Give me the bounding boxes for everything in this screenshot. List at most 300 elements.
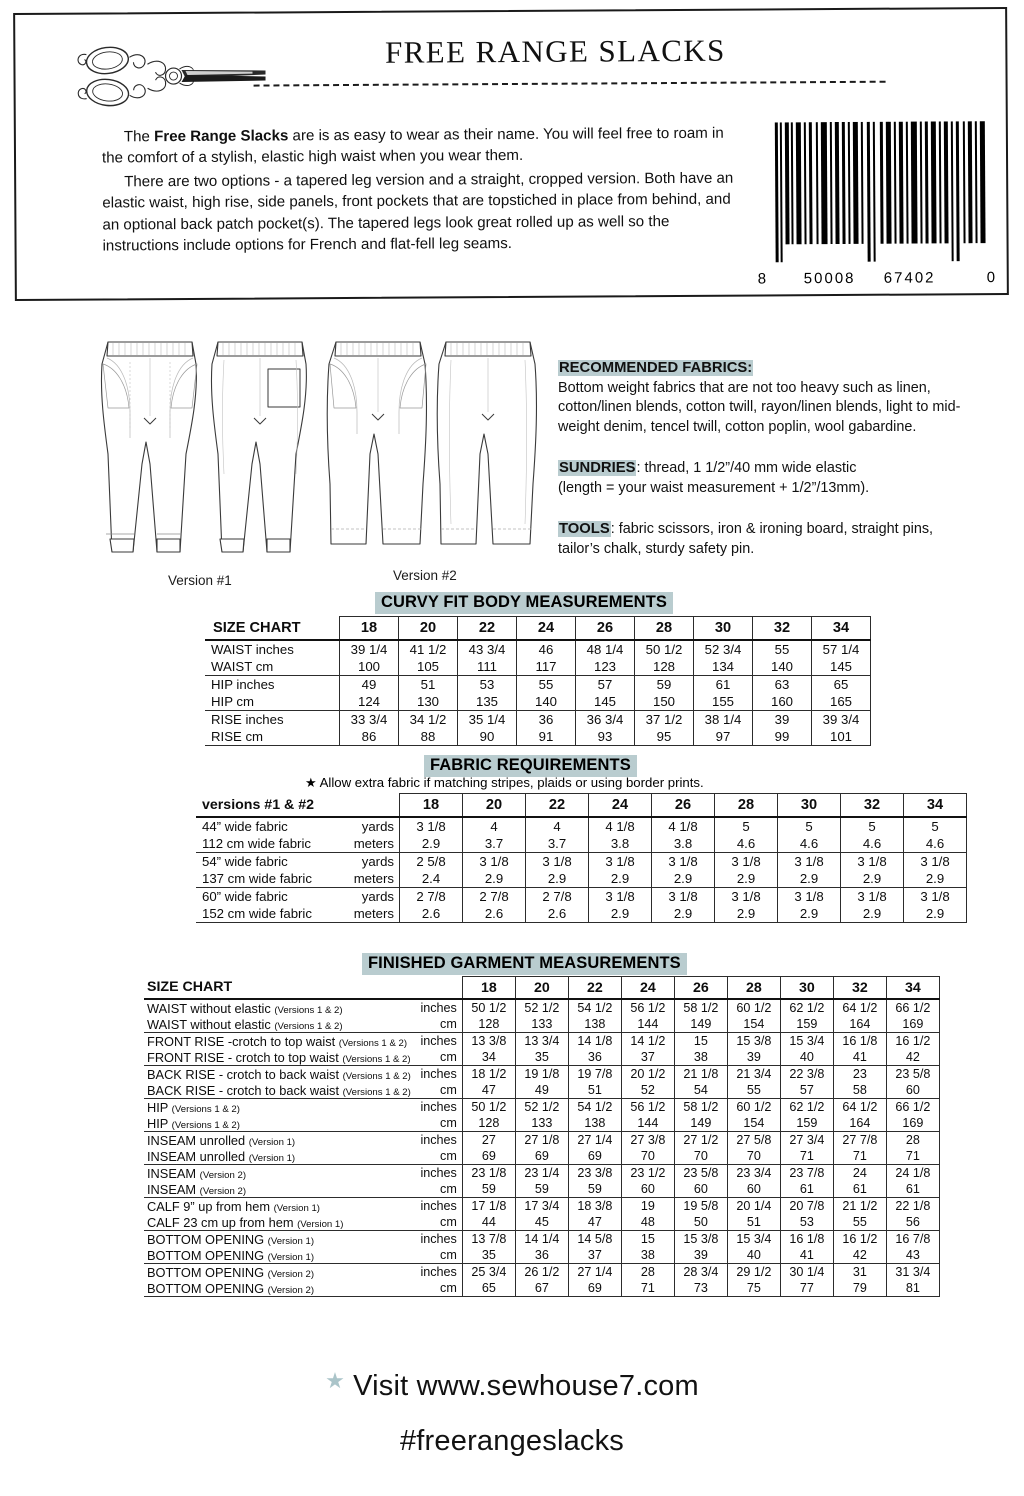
table-cell: 169: [886, 1016, 939, 1033]
body-measurements-table: [205, 616, 871, 746]
row-label: INSEAM (Version 2): [144, 1181, 411, 1198]
table-cell: 138: [568, 1115, 621, 1132]
ornate-scissors-icon: [67, 39, 267, 118]
column-header-size: 26: [576, 617, 635, 641]
table-row: [144, 1231, 939, 1248]
table-cell: 39 1/4: [340, 640, 399, 658]
table-cell: 69: [462, 1148, 515, 1165]
table-cell: 62 1/2: [780, 999, 833, 1016]
row-label-note: (Version 1): [273, 1202, 320, 1214]
table-row: [144, 1148, 939, 1165]
table-cell: 27: [462, 1132, 515, 1149]
fabric-requirements-table: [196, 793, 967, 923]
table-cell: 144: [621, 1016, 674, 1033]
table-cell: 5: [778, 817, 841, 835]
table-cell: 20 1/4: [727, 1198, 780, 1215]
table-cell: 58 1/2: [674, 999, 727, 1016]
table-row: [144, 1016, 939, 1033]
row-unit: inches: [420, 1199, 457, 1213]
table-cell: 27 3/4: [780, 1132, 833, 1149]
table-cell: 59: [515, 1181, 568, 1198]
table-cell: 123: [576, 658, 635, 676]
table-cell: 55: [517, 676, 576, 694]
table-row: [144, 1066, 939, 1083]
table-cell: 3 1/8: [652, 888, 715, 906]
table-cell: 52 1/2: [515, 1099, 568, 1116]
table-cell: 23 1/2: [621, 1165, 674, 1182]
table-row: [144, 1214, 939, 1231]
column-header-size: 32: [841, 794, 904, 818]
table-cell: 64 1/2: [833, 999, 886, 1016]
row-label: WAIST inches: [211, 642, 294, 657]
table-cell: 23: [833, 1066, 886, 1083]
table-cell: 2 7/8: [526, 888, 589, 906]
row-unit: inches: [420, 1001, 457, 1015]
table-cell: 19: [621, 1198, 674, 1215]
table-cell: 57: [780, 1082, 833, 1099]
table-row: [205, 693, 871, 711]
table-cell: 17 1/8: [462, 1198, 515, 1215]
row-label-note: (Versions 1 & 2): [338, 1037, 408, 1049]
table-row: [144, 1198, 939, 1215]
table-row: [144, 1247, 939, 1264]
table-cell: 60 1/2: [727, 1099, 780, 1116]
table-cell: 3.7: [463, 835, 526, 853]
table-cell: 5: [904, 817, 967, 835]
table-cell: 14 5/8: [568, 1231, 621, 1248]
description-paragraph-2: There are two options - a tapered leg version and a straight, cropped version. Both have an elastic waist, high rise, side panels, front pockets that are topstiched in place from behind, and an optional back patch pocket(s). The tapered legs look great rolled up as well so the instructions include options for French and flat-fell leg seams.: [102, 169, 734, 255]
table-cell: 53: [458, 676, 517, 694]
row-unit: yards: [361, 889, 394, 904]
row-label-note: (Version 1): [267, 1251, 315, 1263]
sundries-body: thread, 1 1/2”/40 mm wide elastic: [640, 459, 857, 476]
table-cell: 56: [886, 1214, 939, 1231]
table-cell: 21 1/8: [674, 1066, 727, 1083]
table-cell: 63: [753, 676, 812, 694]
table-cell: 165: [812, 693, 871, 711]
table-cell: 36: [568, 1049, 621, 1066]
table-cell: 46: [517, 640, 576, 658]
row-unit: cm: [411, 1016, 463, 1033]
table-cell: 35: [462, 1247, 515, 1264]
star-icon: ★: [325, 1368, 346, 1393]
table-cell: 2 7/8: [463, 888, 526, 906]
table-cell: 15 3/4: [780, 1033, 833, 1050]
table-cell: 21 1/2: [833, 1198, 886, 1215]
table-row: [144, 1165, 939, 1182]
table-cell: 49: [340, 676, 399, 694]
table-cell: 47: [462, 1082, 515, 1099]
table-cell: 37: [621, 1049, 674, 1066]
table-cell: 5: [841, 817, 904, 835]
table-cell: 47: [568, 1214, 621, 1231]
table-cell: 3 1/8: [400, 817, 463, 835]
row-label: BACK RISE - crotch to back waist (Versions 1 & 2): [147, 1066, 411, 1082]
table-cell: 48: [621, 1214, 674, 1231]
table-row: [196, 888, 967, 906]
table-row: [205, 728, 871, 746]
table-cell: 62 1/2: [780, 1099, 833, 1116]
table-row: [144, 1049, 939, 1066]
row-label-note: (Versions 1 & 2): [171, 1119, 240, 1131]
row-label: CALF 23 cm up from hem (Version 1): [144, 1214, 411, 1231]
table-cell: 52 1/2: [515, 999, 568, 1016]
table-cell: 41 1/2: [399, 640, 458, 658]
table-cell: 145: [576, 693, 635, 711]
column-header-size: 24: [517, 617, 576, 641]
table-row: [144, 1181, 939, 1198]
table-cell: 77: [780, 1280, 833, 1297]
table-row: [144, 1132, 939, 1149]
table-cell: 2.9: [904, 870, 967, 888]
table-cell: 25 3/4: [462, 1264, 515, 1281]
column-header-size: 34: [904, 794, 967, 818]
table-cell: 2.9: [400, 835, 463, 853]
table-cell: 140: [753, 658, 812, 676]
row-unit: inches: [420, 1166, 457, 1180]
table-cell: 14 1/2: [621, 1033, 674, 1050]
table-cell: 26 1/2: [515, 1264, 568, 1281]
table-cell: 36: [517, 711, 576, 729]
finished-measurements-table: [144, 976, 940, 1297]
table-cell: 4: [526, 817, 589, 835]
table-cell: 2.9: [715, 870, 778, 888]
table-cell: 49: [515, 1082, 568, 1099]
table-cell: 27 1/4: [568, 1264, 621, 1281]
table-cell: 3 1/8: [589, 888, 652, 906]
table-row: [196, 835, 967, 853]
table-cell: 67: [515, 1280, 568, 1297]
table-cell: 31: [833, 1264, 886, 1281]
column-header-size: 28: [727, 977, 780, 1000]
table-cell: 52 3/4: [694, 640, 753, 658]
tools-body: fabric scissors, iron & ironing board, straight pins,: [614, 521, 934, 538]
table-cell: 69: [515, 1148, 568, 1165]
table-cell: 4.6: [715, 835, 778, 853]
table-cell: 42: [833, 1247, 886, 1264]
barcode-bars: [773, 121, 989, 262]
table-cell: 40: [780, 1049, 833, 1066]
table-cell: 2.9: [778, 870, 841, 888]
table-cell: 2.9: [778, 905, 841, 923]
table-cell: 55: [833, 1214, 886, 1231]
table-cell: 50 1/2: [462, 999, 515, 1016]
table-cell: 3 1/8: [715, 853, 778, 871]
table-cell: 2.9: [904, 905, 967, 923]
table-cell: 29 1/2: [727, 1264, 780, 1281]
body-measurements-title: CURVY FIT BODY MEASUREMENTS: [375, 592, 673, 614]
table-cell: 95: [635, 728, 694, 746]
table-cell: 4.6: [778, 835, 841, 853]
table-cell: 154: [727, 1115, 780, 1132]
tools-block: [558, 519, 978, 559]
table-cell: 19 5/8: [674, 1198, 727, 1215]
row-label: 112 cm wide fabric: [196, 835, 334, 853]
row-label-note: (Version 1): [248, 1152, 296, 1164]
table-cell: 2 7/8: [400, 888, 463, 906]
row-label: HIP (Versions 1 & 2): [147, 1099, 240, 1115]
table-cell: 69: [568, 1280, 621, 1297]
table-row: [196, 870, 967, 888]
row-label: RISE cm: [205, 728, 340, 746]
table-cell: 159: [780, 1016, 833, 1033]
row-unit: inches: [420, 1265, 457, 1279]
column-header-size: 32: [753, 617, 812, 641]
table-cell: 91: [517, 728, 576, 746]
table-cell: 138: [568, 1016, 621, 1033]
table-cell: 31 3/4: [886, 1264, 939, 1281]
table-cell: 3.7: [526, 835, 589, 853]
table-cell: 3 1/8: [904, 853, 967, 871]
table-cell: 21 3/4: [727, 1066, 780, 1083]
table-cell: 66 1/2: [886, 1099, 939, 1116]
table-cell: 134: [694, 658, 753, 676]
row-label: WAIST without elastic (Versions 1 & 2): [144, 1016, 411, 1033]
table-row: [144, 1033, 939, 1050]
tools-colon: :: [610, 521, 615, 538]
table-cell: 75: [727, 1280, 780, 1297]
table-cell: 28: [886, 1132, 939, 1149]
table-cell: 70: [674, 1148, 727, 1165]
table-cell: 50 1/2: [635, 640, 694, 658]
table-cell: 52: [621, 1082, 674, 1099]
table-cell: 40: [727, 1247, 780, 1264]
table-cell: 15 3/8: [727, 1033, 780, 1050]
table-cell: 145: [812, 658, 871, 676]
table-cell: 54 1/2: [568, 1099, 621, 1116]
table-cell: 71: [621, 1280, 674, 1297]
column-header-size: 20: [463, 794, 526, 818]
column-header-size: 28: [715, 794, 778, 818]
table-cell: 2.6: [526, 905, 589, 923]
table-cell: 22 1/8: [886, 1198, 939, 1215]
row-unit: yards: [361, 819, 394, 834]
table-cell: 13 3/8: [462, 1033, 515, 1050]
table-cell: 13 7/8: [462, 1231, 515, 1248]
column-header-size: 28: [635, 617, 694, 641]
table-cell: 41: [780, 1247, 833, 1264]
table-cell: 3 1/8: [715, 888, 778, 906]
table-cell: 59: [568, 1181, 621, 1198]
row-unit: cm: [411, 1049, 463, 1066]
column-header-size: 26: [652, 794, 715, 818]
table-cell: 59: [462, 1181, 515, 1198]
row-unit: inches: [420, 1034, 457, 1048]
row-unit: cm: [411, 1181, 463, 1198]
table-cell: 18 3/8: [568, 1198, 621, 1215]
garment-technical-flats: [100, 334, 550, 586]
table-row: [144, 1082, 939, 1099]
table-cell: 3 1/8: [652, 853, 715, 871]
column-header-size: 34: [812, 617, 871, 641]
table-cell: 2.9: [841, 870, 904, 888]
table-cell: 28: [621, 1264, 674, 1281]
fabric-requirements-title: FABRIC REQUIREMENTS: [424, 755, 637, 777]
table-cell: 15 3/4: [727, 1231, 780, 1248]
table-cell: 27 7/8: [833, 1132, 886, 1149]
table-cell: 60: [886, 1082, 939, 1099]
recommended-fabrics-block: [558, 358, 978, 438]
table-cell: 55: [727, 1082, 780, 1099]
row-label: INSEAM unrolled (Version 1): [147, 1132, 296, 1148]
table-cell: 53: [780, 1214, 833, 1231]
sundries-block: [558, 458, 978, 498]
table-cell: 2.4: [400, 870, 463, 888]
column-header-size: 24: [589, 794, 652, 818]
table-cell: 150: [635, 693, 694, 711]
version1-front-illustration: [101, 342, 197, 552]
table-cell: 19 7/8: [568, 1066, 621, 1083]
table-cell: 3.8: [652, 835, 715, 853]
row-label-note: (Version 2): [199, 1185, 247, 1197]
table-cell: 27 5/8: [727, 1132, 780, 1149]
table-cell: 3.8: [589, 835, 652, 853]
table-cell: 65: [462, 1280, 515, 1297]
footer-website[interactable]: ★ Visit www.sewhouse7.com: [325, 1368, 699, 1402]
table-cell: 70: [727, 1148, 780, 1165]
table-cell: 56 1/2: [621, 999, 674, 1016]
table-cell: 135: [458, 693, 517, 711]
table-cell: 27 1/8: [515, 1132, 568, 1149]
column-header-size: 30: [694, 617, 753, 641]
table-cell: 36: [515, 1247, 568, 1264]
row-label: FRONT RISE - crotch to top waist (Versions 1 & 2): [144, 1049, 411, 1066]
row-label-note: (Version 1): [297, 1218, 344, 1230]
row-unit: inches: [420, 1067, 457, 1081]
description-paragraph-1: The Free Range Slacks are is as easy to wear as their name. You will feel free to roam in the comfort of a stylish, elastic high waist when you wear them.: [101, 124, 724, 167]
version2-label: Version #2: [393, 568, 457, 583]
column-header-size: 22: [568, 977, 621, 1000]
row-unit: cm: [411, 1247, 463, 1264]
table-cell: 4: [463, 817, 526, 835]
table-cell: 4 1/8: [589, 817, 652, 835]
table-cell: 16 1/8: [833, 1033, 886, 1050]
table-cell: 124: [340, 693, 399, 711]
table-cell: 4 1/8: [652, 817, 715, 835]
row-label: FRONT RISE -crotch to top waist (Versions 1 & 2): [147, 1033, 408, 1049]
table-cell: 56 1/2: [621, 1099, 674, 1116]
table-cell: 60: [621, 1181, 674, 1198]
barcode-digit-right: 0: [986, 269, 996, 287]
table-cell: 37: [568, 1247, 621, 1264]
table-corner-label: SIZE CHART: [144, 977, 462, 1000]
table-cell: 133: [515, 1115, 568, 1132]
row-unit: cm: [411, 1115, 463, 1132]
table-cell: 15: [674, 1033, 727, 1050]
table-cell: 24 1/8: [886, 1165, 939, 1182]
table-cell: 61: [886, 1181, 939, 1198]
table-cell: 51: [399, 676, 458, 694]
table-cell: 3 1/8: [904, 888, 967, 906]
table-cell: 149: [674, 1115, 727, 1132]
table-cell: 60: [727, 1181, 780, 1198]
table-cell: 117: [517, 658, 576, 676]
table-cell: 164: [833, 1016, 886, 1033]
table-cell: 41: [833, 1049, 886, 1066]
table-cell: 2.9: [841, 905, 904, 923]
table-cell: 111: [458, 658, 517, 676]
table-cell: 38: [674, 1049, 727, 1066]
row-label: CALF 9” up from hem (Version 1): [147, 1198, 320, 1214]
table-cell: 39: [674, 1247, 727, 1264]
recommended-fabrics-body: Bottom weight fabrics that are not too heavy such as linen, cotton/linen blends, cotton twill, rayon/linen blends, light to mid-weight denim, tencel twill, cotton poplin, wool gabardine.: [558, 379, 961, 436]
table-cell: 23 1/4: [515, 1165, 568, 1182]
row-label-note: (Versions 1 & 2): [342, 1053, 411, 1065]
row-label-note: (Versions 1 & 2): [342, 1086, 411, 1098]
table-cell: 15: [621, 1231, 674, 1248]
table-row: [144, 1099, 939, 1116]
table-cell: 16 1/2: [886, 1033, 939, 1050]
row-label: WAIST cm: [205, 658, 340, 676]
table-cell: 3 1/8: [778, 888, 841, 906]
table-cell: 35: [515, 1049, 568, 1066]
column-header-size: 30: [780, 977, 833, 1000]
row-label: HIP (Versions 1 & 2): [144, 1115, 411, 1132]
table-cell: 18 1/2: [462, 1066, 515, 1083]
row-label: BOTTOM OPENING (Version 1): [144, 1247, 411, 1264]
table-cell: 160: [753, 693, 812, 711]
tools-body-2: tailor’s chalk, sturdy safety pin.: [558, 541, 755, 558]
row-label: BOTTOM OPENING (Version 2): [144, 1280, 411, 1297]
table-cell: 20 1/2: [621, 1066, 674, 1083]
table-cell: 50 1/2: [462, 1099, 515, 1116]
dashed-divider: [254, 81, 886, 87]
table-cell: 60 1/2: [727, 999, 780, 1016]
description-text: [102, 123, 743, 257]
table-cell: 22 3/8: [780, 1066, 833, 1083]
table-row: [196, 905, 967, 923]
page-title: FREE RANGE SLACKS: [384, 32, 726, 70]
table-cell: 66 1/2: [886, 999, 939, 1016]
table-cell: 2.9: [463, 870, 526, 888]
table-cell: 54: [674, 1082, 727, 1099]
column-header-size: 18: [462, 977, 515, 1000]
barcode: [757, 121, 996, 288]
column-header-size: 26: [674, 977, 727, 1000]
table-cell: 71: [833, 1148, 886, 1165]
version2-front-illustration: [327, 342, 426, 544]
table-row: [144, 1280, 939, 1297]
table-cell: 3 1/8: [841, 853, 904, 871]
info-panel: [558, 358, 978, 560]
table-cell: 27 1/2: [674, 1132, 727, 1149]
table-cell: 71: [886, 1148, 939, 1165]
table-cell: 55: [753, 640, 812, 658]
table-cell: 14 1/4: [515, 1231, 568, 1248]
column-header-size: 32: [833, 977, 886, 1000]
table-cell: 17 3/4: [515, 1198, 568, 1215]
table-cell: 2.9: [526, 870, 589, 888]
table-cell: 73: [674, 1280, 727, 1297]
table-row: [196, 817, 967, 835]
row-label: 152 cm wide fabric: [196, 905, 334, 923]
table-row: [205, 658, 871, 676]
table-row: [205, 676, 871, 694]
sundries-heading: SUNDRIES: [559, 459, 636, 476]
table-cell: 15 3/8: [674, 1231, 727, 1248]
table-cell: 99: [753, 728, 812, 746]
table-cell: 39 3/4: [812, 711, 871, 729]
table-cell: 4.6: [841, 835, 904, 853]
table-cell: 28 3/4: [674, 1264, 727, 1281]
table-cell: 133: [515, 1016, 568, 1033]
table-cell: 23 5/8: [886, 1066, 939, 1083]
table-cell: 23 3/4: [727, 1165, 780, 1182]
table-cell: 155: [694, 693, 753, 711]
row-label: INSEAM unrolled (Version 1): [144, 1148, 411, 1165]
table-cell: 58: [833, 1082, 886, 1099]
table-cell: 149: [674, 1016, 727, 1033]
